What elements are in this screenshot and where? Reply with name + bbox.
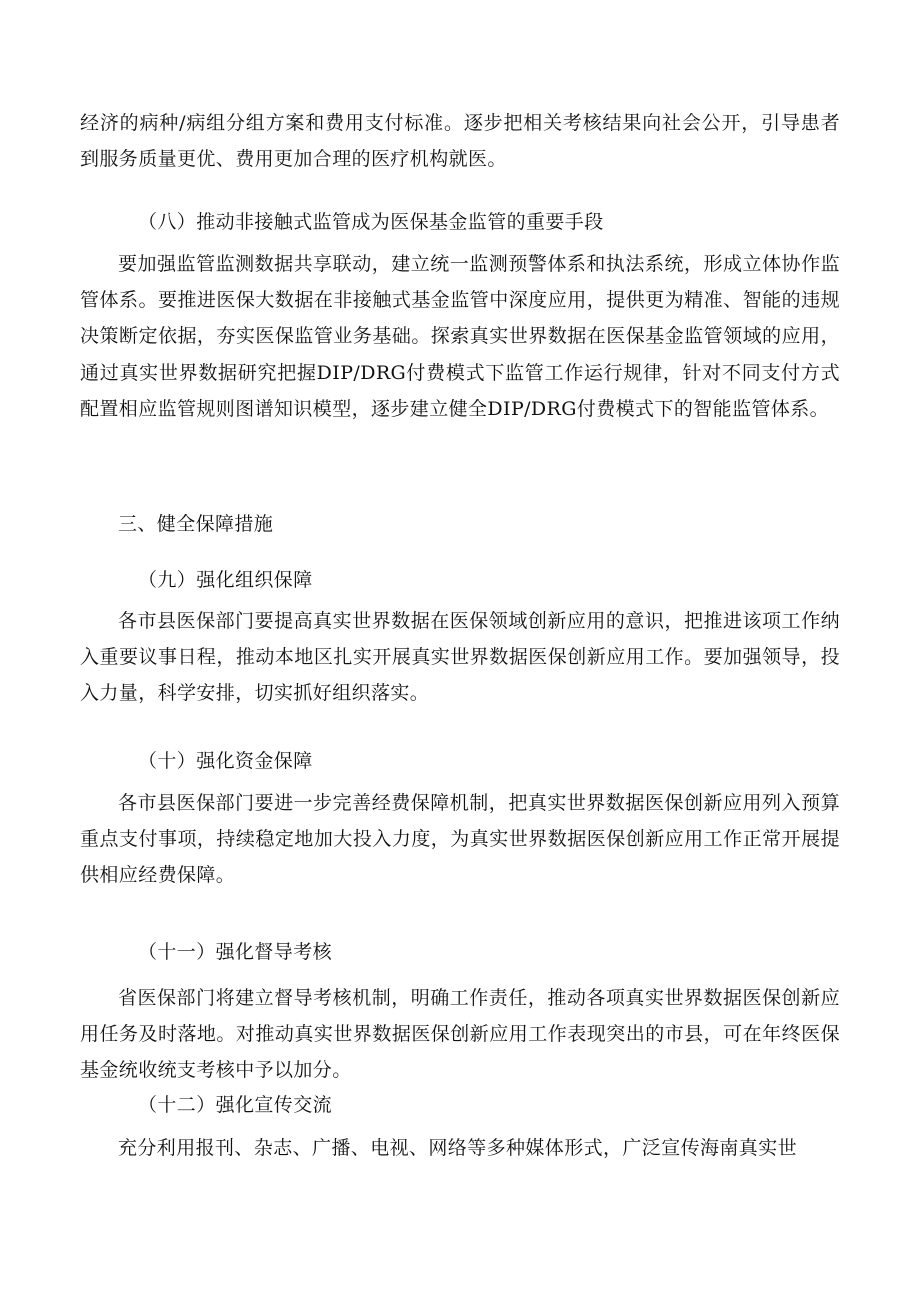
- heading-part-3: 三、健全保障措施: [118, 513, 274, 535]
- heading-section-9: （九）强化组织保障: [138, 569, 313, 591]
- paragraph-section-10: 各市县医保部门要进一步完善经费保障机制，把真实世界数据医保创新应用列入预算重点支付事项，持续稳定地加大投入力度，为真实世界数据医保创新应用工作正常开展提供相应经费保障。: [80, 792, 840, 887]
- heading-section-10: （十）强化资金保障: [138, 750, 313, 772]
- paragraph-section-12: 充分利用报刊、杂志、广播、电视、网络等多种媒体形式，广泛宣传海南真实世: [118, 1137, 798, 1159]
- heading-section-8: （八）推动非接触式监管成为医保基金监管的重要手段: [138, 211, 604, 233]
- heading-section-11: （十一）强化督导考核: [138, 941, 333, 963]
- paragraph-section-9: 各市县医保部门要提高真实世界数据在医保领域创新应用的意识，把推进该项工作纳入重要议事日程，推动本地区扎实开展真实世界数据医保创新应用工作。要加强领导，投入力量，科学安排，切实抓好组织落实。: [80, 610, 840, 705]
- heading-section-12: （十二）强化宣传交流: [138, 1094, 333, 1116]
- paragraph-section-11: 省医保部门将建立督导考核机制，明确工作责任，推动各项真实世界数据医保创新应用任务及时落地。对推动真实世界数据医保创新应用工作表现突出的市县，可在年终医保基金统收统支考核中予以加分。: [80, 987, 840, 1082]
- paragraph-section-8: 要加强监管监测数据共享联动，建立统一监测预警体系和执法系统，形成立体协作监管体系。要推进医保大数据在非接触式基金监管中深度应用，提供更为精准、智能的违规决策断定依据，夯实医保监管业务基础。探索真实世界数据在医保基金监管领域的应用，通过真实世界数据研究把握DIP/DRG付费模式下监管工作运行规律，针对不同支付方式配置相应监管规则图谱知识模型，逐步建立健全DIP/DRG付费模式下的智能监管体系。: [80, 253, 840, 420]
- paragraph-top: 经济的病种/病组分组方案和费用支付标准。逐步把相关考核结果向社会公开，引导患者到服务质量更优、费用更加合理的医疗机构就医。: [80, 112, 840, 171]
